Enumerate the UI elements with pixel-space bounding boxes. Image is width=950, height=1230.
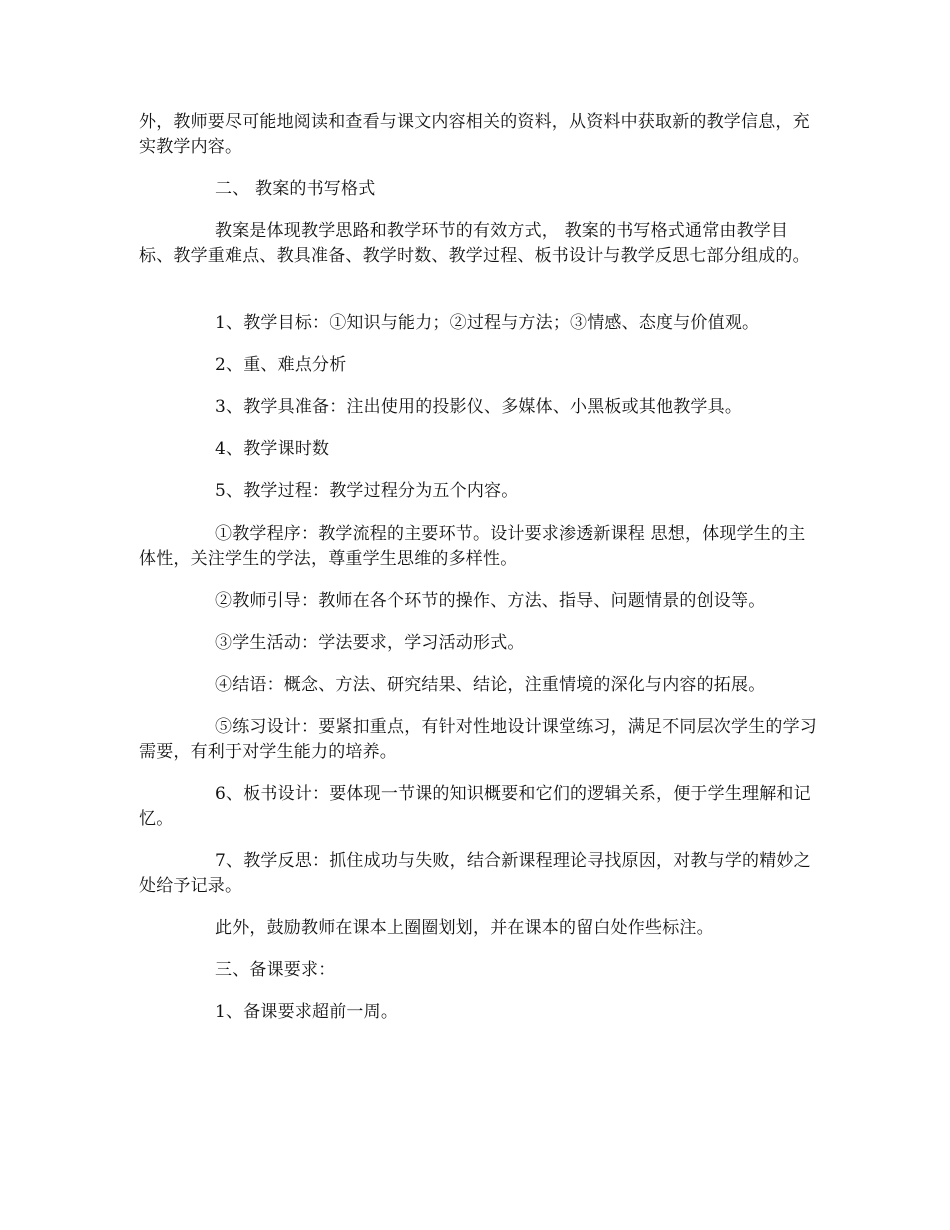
section-heading-2: 二、 教案的书写格式 — [215, 179, 376, 199]
sub-item-3: ③学生活动：学法要求，学习活动形式。 — [215, 633, 525, 653]
section-heading-3: 三、备课要求： — [215, 960, 336, 980]
paragraph-annotation-note: 此外，鼓励教师在课本上圈圈划划，并在课本的留白处作些标注。 — [215, 918, 714, 938]
paragraph-lesson-plan-intro: 教案是体现教学思路和教学环节的有效方式， 教案的书写格式通常由教学目标、教学重难点、教具准备、教学时数、教学过程、板书设计与教学反思七部分组成的。 — [139, 221, 810, 266]
list-item-4: 4、教学课时数 — [215, 439, 330, 459]
sub-item-2: ②教师引导：教师在各个环节的操作、方法、指导、问题情景的创设等。 — [215, 591, 766, 611]
list-item-5: 5、教学过程：教学过程分为五个内容。 — [215, 481, 519, 501]
list-item-6: 6、板书设计：要体现一节课的知识概要和它们的逻辑关系，便于学生理解和记忆。 — [139, 784, 811, 829]
requirement-item-1: 1、备课要求超前一周。 — [215, 1002, 399, 1022]
paragraph-continuation: 外，教师要尽可能地阅读和查看与课文内容相关的资料，从资料中获取新的教学信息，充实教学内容。 — [139, 112, 810, 157]
sub-item-5: ⑤练习设计：要紧扣重点，有针对性地设计课堂练习，满足不同层次学生的学习需要，有利于对学生能力的培养。 — [139, 717, 817, 762]
list-item-1: 1、教学目标：①知识与能力；②过程与方法；③情感、态度与价值观。 — [215, 313, 760, 333]
sub-item-1: ①教学程序：教学流程的主要环节。设计要求渗透新课程 思想，体现学生的主体性，关注学生的学法，尊重学生思维的多样性。 — [139, 524, 806, 569]
sub-item-4: ④结语：概念、方法、研究结果、结论，注重情境的深化与内容的拓展。 — [215, 675, 766, 695]
list-item-7: 7、教学反思：抓住成功与失败，结合新课程理论寻找原因，对教与学的精妙之处给予记录。 — [139, 851, 811, 896]
list-item-2: 2、重、难点分析 — [215, 355, 347, 375]
list-item-3: 3、教学具准备：注出使用的投影仪、多媒体、小黑板或其他教学具。 — [215, 397, 743, 417]
